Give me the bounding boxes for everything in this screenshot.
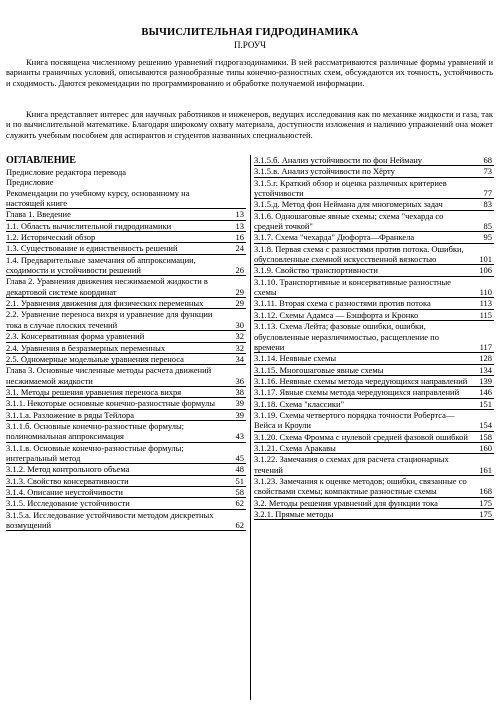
toc-entry-title: Глава 1. Введение bbox=[6, 209, 71, 220]
toc-entry[interactable] bbox=[6, 177, 246, 187]
toc-entry[interactable] bbox=[254, 498, 494, 509]
toc-entry-page: 51 bbox=[235, 475, 244, 486]
toc-entry-page: 13 bbox=[235, 209, 244, 220]
toc-entry-page: 134 bbox=[479, 364, 492, 375]
toc-entry-title: 3.1.5.д. Метод фон Неймана для многомерных задач bbox=[254, 199, 443, 210]
toc-entry-page: 62 bbox=[235, 520, 244, 530]
toc-entry-title: 3.1.16. Неявные схемы метода чередующихся направлений bbox=[254, 375, 468, 386]
toc-entry-page: 30 bbox=[235, 319, 244, 330]
toc-entry-page: 73 bbox=[483, 166, 492, 177]
toc-entry-page: 168 bbox=[479, 486, 492, 497]
toc-entry-page: 39 bbox=[235, 409, 244, 420]
toc-entry-title: 3.1.17. Явные схемы метода чередующихся направлений bbox=[254, 387, 460, 398]
toc-entry-title: Глава 2. Уравнения движения несжимаемой жидкости в декартовой системе координат bbox=[6, 276, 208, 297]
toc-entry[interactable] bbox=[6, 309, 246, 331]
toc-entry-page: 34 bbox=[235, 353, 244, 364]
toc-entry-title: 3.1.5. Исследование устойчивости bbox=[6, 498, 130, 509]
toc-entry[interactable] bbox=[254, 387, 494, 398]
toc-entry-title: 3.1.21. Схема Аракавы bbox=[254, 442, 336, 453]
toc-entry-page: 106 bbox=[479, 265, 492, 276]
toc-entry-title: 3.1.11. Вторая схема с разностями против потока bbox=[254, 298, 431, 309]
toc-entry-title: 3.1.10. Транспортивные и консервативные разностные схемы bbox=[254, 276, 451, 298]
toc-entry[interactable] bbox=[6, 476, 246, 487]
toc-entry[interactable] bbox=[254, 410, 494, 432]
toc-entry[interactable] bbox=[6, 365, 246, 387]
toc-entry[interactable] bbox=[254, 509, 494, 520]
toc-entry-page: 36 bbox=[235, 375, 244, 386]
toc-entry-page: 128 bbox=[479, 353, 492, 364]
toc-entry-page: 77 bbox=[483, 188, 492, 199]
toc-entry[interactable] bbox=[6, 421, 246, 443]
toc-entry-title: 3.1.5.б. Анализ устойчивости по фон Нейману bbox=[254, 155, 423, 165]
description-paragraph-1: Книга посвящена численному решению уравнений гидрогазодинамики. В ней рассматриваются различные формы уравнений и варианты граничных условий, описываются разнообразные типы конечно-разностных схем, обсуждаются их точность, устойчивость и сходимость. Даются рекомендации по программированию и обработке получаемой информации. bbox=[6, 57, 493, 88]
toc-entry[interactable] bbox=[254, 298, 494, 309]
toc-entry-title: 3.1.5.в. Анализ устойчивости по Хёрту bbox=[254, 166, 395, 177]
toc-entry-title: 3.1.12. Схемы Адамса — Бэшфорта и Кронко bbox=[254, 309, 419, 320]
toc-entry-title: Рекомендации по учебному курсу, основанному на настоящей книге bbox=[6, 187, 190, 209]
toc-entry-title: 3.1.14. Неявные схемы bbox=[254, 353, 337, 364]
toc-entry-title: 2.1. Уравнения движения для физических переменных bbox=[6, 298, 204, 309]
toc-entry[interactable] bbox=[6, 387, 246, 398]
toc-entry[interactable] bbox=[6, 487, 246, 498]
toc-entry-title: 2.5. Одномерные модельные уравнения переноса bbox=[6, 353, 184, 364]
toc-entry-title: 3.1.19. Схемы четвертого порядка точности Робертса—Вейса и Кроули bbox=[254, 409, 455, 431]
toc-entry-page: 68 bbox=[483, 155, 492, 165]
toc-entry-title: 3.1.23. Замечания к оценке методов; ошибки, связанные со свойствами схемы; компактные разностные схемы bbox=[254, 475, 467, 497]
toc-entry[interactable] bbox=[254, 365, 494, 376]
toc-entry[interactable] bbox=[254, 166, 494, 177]
toc-entry[interactable] bbox=[6, 510, 246, 532]
toc-entry[interactable] bbox=[254, 155, 494, 166]
toc-entry[interactable] bbox=[254, 232, 494, 243]
book-title: ВЫЧИСЛИТЕЛЬНАЯ ГИДРОДИНАМИКА bbox=[141, 27, 359, 38]
toc-entry-title: 3.1.3. Свойство консервативности bbox=[6, 475, 129, 486]
toc-entry-page: 45 bbox=[235, 452, 244, 463]
toc-column-divider bbox=[250, 155, 251, 700]
toc-entry[interactable] bbox=[254, 353, 494, 364]
toc-entry[interactable] bbox=[254, 443, 494, 454]
toc-entry[interactable] bbox=[6, 232, 246, 243]
toc-entry-page: 26 bbox=[235, 265, 244, 276]
toc-entry-page: 110 bbox=[479, 287, 492, 298]
toc-entry-page: 115 bbox=[479, 309, 492, 320]
toc-entry-page: 29 bbox=[235, 286, 244, 297]
toc-entry[interactable] bbox=[6, 331, 246, 342]
toc-entry-page: 38 bbox=[235, 386, 244, 397]
toc-entry[interactable] bbox=[254, 432, 494, 443]
toc-entry[interactable] bbox=[6, 209, 246, 220]
toc-entry-title: 3.2. Методы решения уравнений для функции тока bbox=[254, 497, 438, 508]
toc-entry[interactable] bbox=[6, 343, 246, 354]
toc-entry[interactable] bbox=[6, 410, 246, 421]
toc-entry-title: 3.1.5.а. Исследование устойчивости методом дискретных возмущений bbox=[6, 509, 214, 530]
toc-entry-title: 3.1.7. Схема "чехарда" Дюфорта—Франкела bbox=[254, 232, 415, 243]
toc-entry-page: 158 bbox=[479, 431, 492, 442]
toc-entry-title: 3.1.2. Метод контрольного объема bbox=[6, 464, 130, 475]
toc-entry-page: 101 bbox=[479, 254, 492, 265]
toc-entry[interactable] bbox=[254, 178, 494, 200]
toc-entry-page: 146 bbox=[479, 387, 492, 398]
toc-entry-page: 175 bbox=[479, 497, 492, 508]
toc-entry[interactable] bbox=[254, 244, 494, 266]
toc-entry[interactable] bbox=[254, 321, 494, 353]
toc-entry-page: 113 bbox=[479, 298, 492, 309]
toc-entry-title: 3.1.5.г. Краткий обзор и оценка различных критериев устойчивости bbox=[254, 177, 447, 199]
toc-entry[interactable] bbox=[6, 188, 246, 210]
toc-entry-page: 139 bbox=[479, 375, 492, 386]
toc-entry-page: 85 bbox=[483, 221, 492, 232]
toc-entry-title: Глава 3. Основные численные методы расчета движений несжимаемой жидкости bbox=[6, 365, 212, 386]
toc-entry-title: 2.4. Уравнения в безразмерных переменных bbox=[6, 342, 166, 353]
toc-entry-page: 48 bbox=[235, 464, 244, 475]
toc-entry-title: 3.1. Методы решения уравнения переноса вихря bbox=[6, 386, 182, 397]
toc-entry-title: Предисловие редактора перевода bbox=[6, 167, 127, 177]
toc-entry-page: 29 bbox=[235, 298, 244, 309]
toc-entry[interactable] bbox=[6, 354, 246, 365]
toc-entry-title: 2.3. Консервативная форма уравнений bbox=[6, 331, 145, 342]
toc-entry[interactable] bbox=[6, 276, 246, 298]
toc-entry[interactable] bbox=[6, 167, 246, 177]
toc-entry[interactable] bbox=[254, 399, 494, 410]
toc-entry-title: 3.2.1. Прямые методы bbox=[254, 509, 334, 519]
toc-entry-page: 161 bbox=[479, 464, 492, 475]
toc-entry-title: 3.1.13. Схема Лейта; фазовые ошибки, ошибки, обусловленные неразличимостью, расщепление по времени bbox=[254, 321, 439, 352]
toc-entry-title: 3.1.15. Многошаговые явные схемы bbox=[254, 364, 384, 375]
toc-entry-page: 24 bbox=[235, 243, 244, 254]
toc-entry-title: 2.2. Уравнение переноса вихря и уравнение для функции тока в случае плоских течений bbox=[6, 309, 213, 330]
toc-entry-title: 1.2. Исторический обзор bbox=[6, 232, 96, 243]
toc-entry-page: 151 bbox=[479, 398, 492, 409]
toc-entry-page: 62 bbox=[235, 498, 244, 509]
toc-entry-page: 160 bbox=[479, 442, 492, 453]
toc-heading: ОГЛАВЛЕНИЕ bbox=[6, 155, 76, 166]
toc-entry-page: 175 bbox=[479, 509, 492, 519]
toc-entry[interactable] bbox=[6, 298, 246, 309]
toc-entry-title: 3.1.18. Схема "классики" bbox=[254, 398, 345, 409]
toc-entry-page: 154 bbox=[479, 420, 492, 431]
toc-entry-title: 3.1.1.а. Разложение в ряды Тейлора bbox=[6, 409, 134, 420]
toc-entry[interactable] bbox=[254, 199, 494, 210]
toc-entry[interactable] bbox=[6, 398, 246, 409]
toc-entry[interactable] bbox=[254, 277, 494, 299]
toc-entry[interactable] bbox=[6, 443, 246, 465]
toc-entry[interactable] bbox=[254, 211, 494, 233]
toc-entry-title: 3.1.1.б. Основные конечно-разностные формулы; полиномиальная аппроксимация bbox=[6, 420, 185, 442]
toc-entry[interactable] bbox=[254, 265, 494, 276]
toc-entry-page: 39 bbox=[235, 398, 244, 409]
toc-entry-page: 13 bbox=[235, 220, 244, 231]
toc-entry-title: 1.3. Существование и единственность решений bbox=[6, 243, 178, 254]
toc-entry[interactable] bbox=[254, 476, 494, 498]
toc-entry[interactable] bbox=[6, 221, 246, 232]
description-paragraph-2: Книга представляет интерес для научных работников и инженеров, ведущих исследования как по механике жидкости и газа, так и по вычислительной математике. Благодаря широкому охвату материала, доступности изложения и наличию упражнений она может служить учебным пособием для аспирантов и студентов названных специальностей. bbox=[6, 109, 493, 140]
toc-entry-page: 117 bbox=[479, 341, 492, 352]
toc-entry[interactable] bbox=[254, 454, 494, 476]
toc-entry-title: 1.1. Область вычислительной гидродинамики bbox=[6, 220, 172, 231]
toc-entry-title: 3.1.22. Замечания о схемах для расчета стационарных течений bbox=[254, 454, 449, 475]
toc-entry[interactable] bbox=[6, 255, 246, 277]
toc-entry-title: 3.1.20. Схема Фромма с нулевой средней фазовой ошибкой bbox=[254, 431, 468, 442]
toc-right-column bbox=[254, 155, 494, 520]
toc-entry-title: 3.1.8. Первая схема с разностями против потока. Ошибки, обусловленные схемной искусственной вязкостью bbox=[254, 243, 464, 265]
toc-entry-title: 3.1.9. Свойство транспортивности bbox=[254, 265, 378, 276]
toc-entry-page: 58 bbox=[235, 486, 244, 497]
toc-entry-title: Предисловие bbox=[6, 177, 54, 188]
toc-entry-page: 95 bbox=[483, 232, 492, 243]
toc-entry-title: 3.1.4. Описание неустойчивости bbox=[6, 486, 123, 497]
toc-entry-title: 3.1.1.в. Основные конечно-разностные формулы; интегральный метод bbox=[6, 442, 184, 463]
book-author: П.РОУЧ bbox=[233, 40, 267, 50]
toc-left-column bbox=[6, 155, 246, 531]
toc-entry-title: 1.4. Предварительные замечания об аппроксимации, сходимости и устойчивости решений bbox=[6, 254, 196, 276]
toc-entry[interactable] bbox=[254, 310, 494, 321]
toc-entry-title: 3.1.1. Некоторые основные конечно-разностные формулы bbox=[6, 398, 215, 409]
toc-entry[interactable] bbox=[254, 376, 494, 387]
toc-entry-page: 16 bbox=[235, 232, 244, 243]
toc-entry[interactable] bbox=[6, 464, 246, 475]
toc-entry[interactable] bbox=[6, 243, 246, 254]
table-of-contents bbox=[6, 155, 494, 700]
toc-entry-page: 32 bbox=[235, 342, 244, 353]
toc-entry-title: 3.1.6. Одношаговые явные схемы; схема "чехарда со средней точкой" bbox=[254, 210, 444, 232]
toc-entry[interactable] bbox=[6, 498, 246, 509]
toc-entry-page: 32 bbox=[235, 331, 244, 342]
toc-entry-page: 43 bbox=[235, 431, 244, 442]
toc-entry-page: 83 bbox=[483, 199, 492, 210]
